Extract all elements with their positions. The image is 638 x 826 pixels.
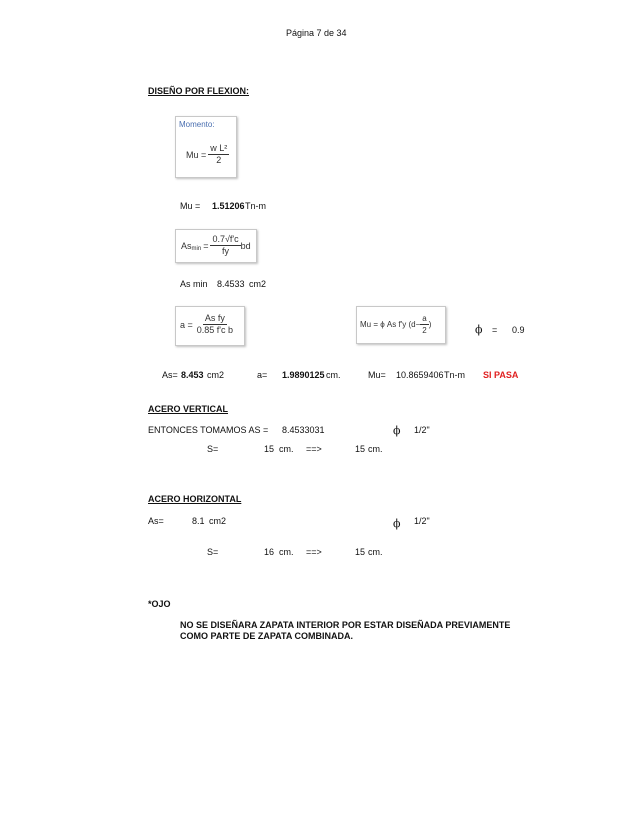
formula-mu-denominator: 2 xyxy=(422,326,427,335)
section-title-acero-horizontal: ACERO HORIZONTAL xyxy=(148,494,242,504)
formula-asmin-denominator: fy xyxy=(222,246,230,256)
formula-moment-denominator: 2 xyxy=(216,155,222,165)
mu-value: 1.51206 xyxy=(212,201,245,211)
ah-as-value: 8.1 xyxy=(192,516,205,526)
page-number: Página 7 de 34 xyxy=(286,28,347,38)
formula-mu-lhs: Mu = ϕ As f'y (d− xyxy=(360,320,421,329)
result-mu-unit: Tn-m xyxy=(444,370,465,380)
av-s-value: 15 xyxy=(264,444,275,454)
formula-asmin-eq: = xyxy=(203,240,209,251)
ah-s-final-unit: cm. xyxy=(368,547,383,557)
mu-label: Mu = xyxy=(180,201,201,211)
formula-asmin-tail: bd xyxy=(240,240,251,251)
note-title: *OJO xyxy=(148,599,171,609)
formula-asmin-numerator: 0.7√f'c xyxy=(212,234,239,244)
av-arrow: ==> xyxy=(306,444,322,454)
ah-s-value: 16 xyxy=(264,547,275,557)
mu-unit: Tn-m xyxy=(245,201,266,211)
section-title-acero-vertical: ACERO VERTICAL xyxy=(148,404,229,414)
ah-as-label: As= xyxy=(148,516,164,526)
asmin-label: As min xyxy=(180,279,208,289)
formula-moment-caption: Momento: xyxy=(179,120,215,129)
formula-a-denominator: 0.85 f'c b xyxy=(196,325,234,335)
ah-arrow: ==> xyxy=(306,547,322,557)
result-as-unit: cm2 xyxy=(207,370,225,380)
av-s-final-unit: cm. xyxy=(368,444,383,454)
asmin-unit: cm2 xyxy=(249,279,267,289)
formula-a xyxy=(175,306,245,346)
ah-as-unit: cm2 xyxy=(209,516,227,526)
result-a-label: a= xyxy=(257,370,268,380)
av-s-label: S= xyxy=(207,444,219,454)
av-phi-symbol: ϕ xyxy=(393,424,401,437)
result-a-value: 1.9890125 xyxy=(282,370,325,380)
formula-moment-lhs: Mu = xyxy=(186,149,207,160)
formula-asmin-lhs: As xyxy=(181,240,192,251)
ah-phi-symbol: ϕ xyxy=(393,517,401,530)
av-line1-label: ENTONCES TOMAMOS AS = xyxy=(148,425,269,435)
av-s-final: 15 xyxy=(355,444,366,454)
ah-s-label: S= xyxy=(207,547,219,557)
formula-a-numerator: As fy xyxy=(204,313,225,323)
formula-mu-close: ) xyxy=(428,320,432,329)
note-line-2: COMO PARTE DE ZAPATA COMBINADA. xyxy=(180,631,353,641)
formula-asmin-sub: min xyxy=(191,245,202,252)
result-as-label: As= xyxy=(162,370,178,380)
formula-moment xyxy=(175,116,237,178)
av-bar-size: 1/2" xyxy=(414,425,430,435)
result-mu-value: 10.8659406 xyxy=(396,370,444,380)
av-line1-value: 8.4533031 xyxy=(282,425,325,435)
status-badge: SI PASA xyxy=(483,370,519,380)
result-mu-label: Mu= xyxy=(368,370,386,380)
av-s-unit: cm. xyxy=(279,444,294,454)
note-line-1: NO SE DISEÑARA ZAPATA INTERIOR POR ESTAR DISEÑADA PREVIAMENTE xyxy=(180,620,511,630)
result-as-value: 8.453 xyxy=(181,370,204,380)
formula-asmin xyxy=(175,229,257,263)
formula-moment-numerator: w L² xyxy=(210,143,228,153)
formula-a-lhs: a = xyxy=(180,319,193,330)
phi-symbol: ϕ xyxy=(475,323,483,336)
phi-eq: = xyxy=(492,325,498,335)
phi-value: 0.9 xyxy=(512,325,525,335)
ah-s-unit: cm. xyxy=(279,547,294,557)
ah-bar-size: 1/2" xyxy=(414,516,430,526)
ah-s-final: 15 xyxy=(355,547,366,557)
section-title-flexion: DISEÑO POR FLEXION: xyxy=(148,86,250,96)
result-a-unit: cm. xyxy=(326,370,341,380)
asmin-value: 8.4533 xyxy=(217,279,245,289)
formula-mu xyxy=(356,306,446,344)
formula-mu-numerator: a xyxy=(422,314,427,323)
